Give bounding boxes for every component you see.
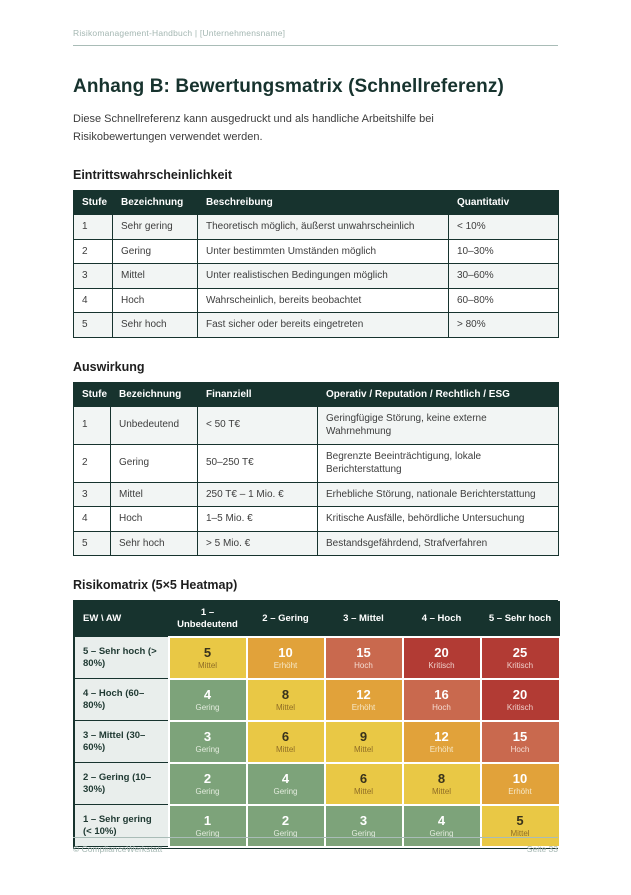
matrix-cell-level: Kritisch: [506, 660, 534, 670]
matrix-row-label: 2 – Gering (10–30%): [75, 763, 169, 805]
matrix-column-header: 1 – Unbedeutend: [169, 602, 247, 637]
column-header: Bezeichnung: [113, 191, 198, 215]
matrix-cell-score: 2: [203, 770, 212, 786]
matrix-cell-level: Hoch: [510, 744, 530, 754]
matrix-cell: [169, 679, 247, 721]
matrix-cell-level: Gering: [273, 828, 298, 838]
column-header: Beschreibung: [198, 191, 449, 215]
table-cell: 3: [74, 482, 111, 507]
matrix-cell-score: 6: [281, 728, 290, 744]
matrix-cell: [247, 721, 325, 763]
matrix-cell-level: Erhöht: [429, 744, 454, 754]
table-cell: > 5 Mio. €: [198, 531, 318, 556]
matrix-cell: [481, 679, 560, 721]
matrix-cell-score: 12: [434, 728, 449, 744]
matrix-cell-level: Mittel: [510, 828, 530, 838]
matrix-cell: [169, 721, 247, 763]
table-row: [74, 288, 559, 313]
table-cell: 2: [74, 444, 111, 482]
matrix-cell-score: 1: [203, 812, 212, 828]
table-cell: 4: [74, 288, 113, 313]
matrix-cell: [325, 637, 403, 679]
matrix-row: [75, 721, 560, 763]
matrix-cell-level: Hoch: [354, 660, 373, 670]
matrix-cell: [403, 679, 481, 721]
matrix-cell-score: 8: [437, 770, 446, 786]
footer-page-number: Seite 33: [526, 844, 558, 854]
matrix-cell-level: Erhöht: [351, 702, 376, 712]
matrix-cell: [403, 637, 481, 679]
matrix-column-header: 2 – Gering: [247, 602, 325, 637]
table-cell: Bestandsgefährdend, Strafverfahren: [318, 531, 559, 556]
matrix-cell-level: Gering: [195, 744, 220, 754]
table-cell: Wahrscheinlich, bereits beobachtet: [198, 288, 449, 313]
matrix-cell-level: Gering: [429, 828, 454, 838]
matrix-cell-level: Kritisch: [506, 702, 534, 712]
table-row: [74, 313, 559, 338]
matrix-cell-level: Gering: [195, 786, 220, 796]
matrix-cell: [169, 763, 247, 805]
impact-table: [73, 382, 559, 557]
matrix-cell-level: Erhöht: [273, 660, 298, 670]
matrix-cell: [169, 637, 247, 679]
matrix-cell-level: Mittel: [275, 744, 296, 754]
table-row: [74, 444, 559, 482]
probability-table: [73, 190, 559, 338]
matrix-cell-score: 3: [203, 728, 212, 744]
matrix-cell: [403, 721, 481, 763]
matrix-row-label: 1 – Sehr gering (< 10%): [75, 805, 169, 847]
table-cell: 1: [74, 215, 113, 240]
matrix-cell-level: Gering: [351, 828, 376, 838]
matrix-cell-score: 8: [281, 686, 290, 702]
column-header: Stufe: [74, 382, 111, 406]
matrix-cell-level: Gering: [273, 786, 298, 796]
matrix-corner-label: EW \ AW: [75, 602, 169, 637]
matrix-cell: [325, 679, 403, 721]
column-header: Operativ / Reputation / Rechtlich / ESG: [318, 382, 559, 406]
table-row: [74, 482, 559, 507]
matrix-cell-score: 2: [281, 812, 290, 828]
matrix-cell-score: 4: [203, 686, 212, 702]
matrix-cell-level: Gering: [195, 702, 220, 712]
table-cell: 50–250 T€: [198, 444, 318, 482]
table-cell: Geringfügige Störung, keine externe Wahrnehmung: [318, 406, 559, 444]
table-cell: Sehr hoch: [113, 313, 198, 338]
table-cell: Gering: [111, 444, 198, 482]
table-cell: Gering: [113, 239, 198, 264]
footer-copyright: © ComplianceWerkstatt: [73, 844, 163, 854]
table-row: [74, 406, 559, 444]
matrix-cell-level: Gering: [195, 828, 220, 838]
matrix-cell-score: 16: [434, 686, 449, 702]
matrix-column-header: 3 – Mittel: [325, 602, 403, 637]
section-heading-impact: Auswirkung: [73, 359, 145, 374]
matrix-cell-score: 4: [437, 812, 446, 828]
table-cell: Sehr gering: [113, 215, 198, 240]
table-cell: < 50 T€: [198, 406, 318, 444]
matrix-cell: [247, 763, 325, 805]
column-header: Finanziell: [198, 382, 318, 406]
matrix-row: [75, 637, 560, 679]
risk-matrix-table: [74, 601, 561, 848]
section-heading-probability: Eintrittswahrscheinlichkeit: [73, 168, 233, 183]
table-cell: 30–60%: [449, 264, 559, 289]
table-cell: Theoretisch möglich, äußerst unwahrscheinlich: [198, 215, 449, 240]
table-cell: 4: [74, 507, 111, 532]
matrix-cell-score: 20: [512, 686, 528, 702]
intro-text: Diese Schnellreferenz kann ausgedruckt und als handliche Arbeitshilfe bei Risikobewertungen verwendet werden.: [73, 113, 434, 143]
page-footer: [73, 837, 558, 854]
matrix-cell: [325, 763, 403, 805]
matrix-cell: [247, 637, 325, 679]
matrix-cell: [247, 679, 325, 721]
matrix-cell: [403, 763, 481, 805]
matrix-cell-score: 6: [359, 770, 368, 786]
table-cell: Begrenzte Beeinträchtigung, lokale Berichterstattung: [318, 444, 559, 482]
page-title: Anhang B: Bewertungsmatrix (Schnellreferenz): [73, 76, 504, 97]
table-cell: Kritische Ausfälle, behördliche Untersuchung: [318, 507, 559, 532]
matrix-header-row: [75, 602, 560, 637]
matrix-row-label: 5 – Sehr hoch (> 80%): [75, 637, 169, 679]
matrix-cell-score: 25: [512, 644, 528, 660]
risk-matrix-frame: [73, 600, 558, 849]
table-cell: Unter bestimmten Umständen möglich: [198, 239, 449, 264]
table-cell: 60–80%: [449, 288, 559, 313]
matrix-cell-score: 10: [512, 770, 528, 786]
table-cell: 1: [74, 406, 111, 444]
matrix-cell-score: 5: [516, 812, 524, 828]
table-cell: Sehr hoch: [111, 531, 198, 556]
matrix-cell-level: Kritisch: [428, 660, 455, 670]
table-row: [74, 215, 559, 240]
table-cell: Mittel: [111, 482, 198, 507]
matrix-cell-score: 20: [434, 644, 449, 660]
matrix-cell-score: 15: [356, 644, 371, 660]
table-cell: 5: [74, 313, 113, 338]
table-cell: Hoch: [113, 288, 198, 313]
table-cell: 250 T€ – 1 Mio. €: [198, 482, 318, 507]
matrix-cell-level: Mittel: [275, 702, 296, 712]
table-cell: Unter realistischen Bedingungen möglich: [198, 264, 449, 289]
table-row: [74, 507, 559, 532]
section-heading-risk-matrix: Risikomatrix (5×5 Heatmap): [73, 578, 238, 593]
matrix-cell: [481, 637, 560, 679]
table-cell: Erhebliche Störung, nationale Berichterstattung: [318, 482, 559, 507]
table-row: [74, 239, 559, 264]
matrix-cell: [481, 721, 560, 763]
matrix-cell: [481, 763, 560, 805]
table-cell: 2: [74, 239, 113, 264]
matrix-row-label: 3 – Mittel (30–60%): [75, 721, 169, 763]
matrix-cell-level: Mittel: [353, 744, 374, 754]
matrix-cell-level: Mittel: [197, 660, 218, 670]
running-header: Risikomanagement-Handbuch | [Unternehmensname]: [73, 28, 558, 46]
matrix-cell-score: 5: [203, 644, 212, 660]
table-header-row: [74, 191, 559, 215]
table-cell: 5: [74, 531, 111, 556]
table-cell: Unbedeutend: [111, 406, 198, 444]
matrix-cell-level: Erhöht: [508, 786, 532, 796]
table-cell: Fast sicher oder bereits eingetreten: [198, 313, 449, 338]
matrix-cell-score: 15: [512, 728, 528, 744]
matrix-column-header: 5 – Sehr hoch: [481, 602, 560, 637]
table-cell: 3: [74, 264, 113, 289]
column-header: Bezeichnung: [111, 382, 198, 406]
table-cell: Mittel: [113, 264, 198, 289]
matrix-cell-score: 4: [281, 770, 290, 786]
matrix-cell-score: 12: [356, 686, 371, 702]
table-cell: < 10%: [449, 215, 559, 240]
matrix-cell-score: 3: [359, 812, 368, 828]
matrix-row-label: 4 – Hoch (60–80%): [75, 679, 169, 721]
column-header: Stufe: [74, 191, 113, 215]
matrix-cell-level: Mittel: [353, 786, 374, 796]
matrix-cell-level: Mittel: [431, 786, 452, 796]
matrix-row: [75, 763, 560, 805]
matrix-row: [75, 679, 560, 721]
table-header-row: [74, 382, 559, 406]
table-row: [74, 264, 559, 289]
matrix-column-header: 4 – Hoch: [403, 602, 481, 637]
matrix-cell-score: 10: [278, 644, 293, 660]
table-cell: > 80%: [449, 313, 559, 338]
table-row: [74, 531, 559, 556]
matrix-cell-level: Hoch: [432, 702, 451, 712]
matrix-cell: [325, 721, 403, 763]
table-cell: Hoch: [111, 507, 198, 532]
matrix-cell-score: 9: [359, 728, 368, 744]
table-cell: 1–5 Mio. €: [198, 507, 318, 532]
column-header: Quantitativ: [449, 191, 559, 215]
table-cell: 10–30%: [449, 239, 559, 264]
